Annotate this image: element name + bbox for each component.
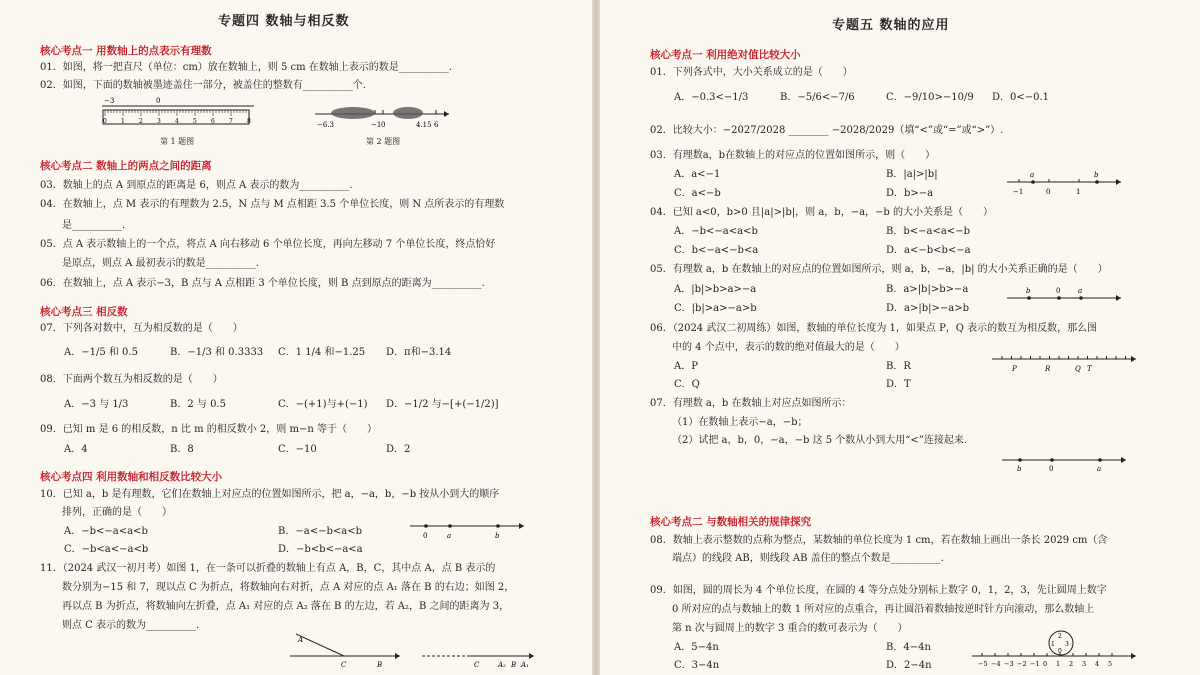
left-q08-opt-c: C．−(+1)与+(−1) <box>278 399 368 410</box>
left-q01: 01．如图，将一把直尺（单位：cm）放在数轴上，则 5 cm 在数轴上表示的数是__________. <box>40 62 452 73</box>
ruler-tick-label: 2 <box>139 118 143 125</box>
q06-axis-P: P <box>1012 365 1017 373</box>
right-q05-opt-a: A．|b|>b>a>−a <box>674 284 757 295</box>
left-q07-opt-d: D．π和−3.14 <box>386 347 452 358</box>
right-q01-opt-d: D．0<−0.1 <box>992 92 1050 103</box>
q05-number-line <box>1005 284 1125 306</box>
right-q06-opt-d: D．T <box>886 379 911 390</box>
q10-axis-0: 0 <box>423 532 428 540</box>
ruler-tick-label: 0 <box>103 118 107 125</box>
ink-number-line <box>313 104 453 132</box>
left-q08: 08．下面两个数互为相反数的是（ ） <box>40 374 223 385</box>
right-q02: 02．比较大小：−2027/2028 ________ −2028/2029（填“<”或“=”或“>”）. <box>650 125 1004 136</box>
q11-figure-1 <box>286 630 404 670</box>
q09-axis-label: −2 <box>1017 660 1027 668</box>
q09-axis-label: −1 <box>1030 660 1040 668</box>
q09-figure <box>970 628 1140 672</box>
q06-axis-Q: Q <box>1075 365 1081 373</box>
right-q05: 05．有理数 a，b 在数轴上的对应点的位置如图所示，则 a，b，−a，|b| 的大小关系正确的是（ ） <box>650 264 1108 275</box>
q07-number-line <box>1000 450 1130 474</box>
left-q07-opt-b: B．−1/3 和 0.3333 <box>170 347 264 358</box>
left-q03: 03．数轴上的点 A 到原点的距离是 6，则点 A 表示的数为__________. <box>40 180 353 191</box>
q11-fig1-A: A <box>298 636 304 644</box>
q03-axis-0: 0 <box>1046 188 1051 196</box>
ruler-tick-label: 4 <box>175 118 179 125</box>
left-q06: 06．在数轴上，点 A 表示−3，B 点与 A 点相距 3 个单位长度，则 B 点到原点的距离为__________. <box>40 278 485 289</box>
q03-number-line <box>1005 170 1125 198</box>
left-q02: 02．如图，下面的数轴被墨迹盖住一部分，被盖住的整数有__________个. <box>40 80 366 91</box>
q11-fig2-A2: A₂ <box>498 661 506 669</box>
right-q03-opt-b: B．|a|>|b| <box>886 169 938 180</box>
left-section-4: 核心考点四 利用数轴和相反数比较大小 <box>40 471 223 483</box>
left-page <box>0 0 592 675</box>
left-q05a: 05．点 A 表示数轴上的一个点，将点 A 向右移动 6 个单位长度，再向左移动 7 个单位长度，终点恰好 <box>40 239 496 250</box>
right-page <box>600 0 1200 675</box>
left-q07-opt-c: C．1 1/4 和−1.25 <box>278 347 366 358</box>
right-q06-opt-b: B．R <box>886 361 911 372</box>
left-q09: 09．已知 m 是 6 的相反数，n 比 m 的相反数小 2，则 m−n 等于（ ） <box>40 424 377 435</box>
right-q07: 07．有理数 a，b 在数轴上对应点如图所示： <box>650 398 852 409</box>
ruler-tick-label: 6 <box>211 118 215 125</box>
right-title: 专题五 数轴的应用 <box>832 18 950 33</box>
fig2-label-3: 0 <box>381 121 386 129</box>
left-q11a: 11．（2024 武汉一初月考）如图 1，在一条可以折叠的数轴上有点 A，B，C，其中点 A，点 B 表示的 <box>40 563 496 574</box>
ruler-tick-label: 8 <box>247 118 251 125</box>
q09-axis-label: −3 <box>1004 660 1014 668</box>
q11-fig2-A1: A₁ <box>521 661 529 669</box>
right-q01-opt-a: A．−0.3<−1/3 <box>674 92 749 103</box>
left-q09-opt-a: A．4 <box>64 444 88 455</box>
left-q11d: 则点 C 表示的数为__________. <box>62 620 200 631</box>
q09-circle-3: 3 <box>1065 641 1069 648</box>
right-q09-opt-c: C．3−4n <box>674 660 720 671</box>
right-q06a: 06．（2024 武汉二初周练）如图，数轴的单位长度为 1，如果点 P，Q 表示的数互为相反数，那么图 <box>650 323 1098 334</box>
left-q10b: 排列，正确的是（ ） <box>62 507 172 518</box>
right-q03: 03．有理数a，b在数轴上的对应点的位置如图所示，则（ ） <box>650 150 936 161</box>
left-q08-opt-b: B．2 与 0.5 <box>170 399 226 410</box>
left-q05b: 是原点，则点 A 最初表示的数是__________. <box>62 258 259 269</box>
q11-fig2-C: C <box>474 661 480 669</box>
right-section-2: 核心考点二 与数轴相关的规律探究 <box>650 516 812 528</box>
q07-axis-b: b <box>1017 465 1022 473</box>
fig2-label-1: −6.3 <box>317 121 334 129</box>
left-q08-opt-a: A．−3 与 1/3 <box>64 399 129 410</box>
left-q10-opt-d: D．−b<b<−a<a <box>278 544 363 555</box>
right-q04: 04．已知 a<0，b>0 且|a|>|b|，则 a，b，−a，−b 的大小关系是（ ） <box>650 207 993 218</box>
q07-axis-a: a <box>1097 465 1102 473</box>
right-q09-opt-d: D．2−4n <box>886 660 932 671</box>
right-q01-opt-c: C．−9/10>−10/9 <box>886 92 974 103</box>
left-section-2: 核心考点二 数轴上的两点之间的距离 <box>40 160 212 172</box>
fig2-caption: 第 2 题图 <box>366 137 401 146</box>
right-q03-opt-c: C．a<−b <box>674 188 721 199</box>
right-q01-opt-b: B．−5/6<−7/6 <box>780 92 855 103</box>
fig1-label-neg3: −3 <box>104 97 115 105</box>
left-q11b: 数分别为−15 和 7，现以点 C 为折点，将数轴向右对折，点 A 对应的点 A₁ 落在 B 的右边；如图 2， <box>62 582 515 593</box>
right-q06b: 中的 4 个点中，表示的数的绝对值最大的是（ ） <box>672 342 905 353</box>
book-gutter <box>592 0 600 675</box>
right-q05-opt-b: B．a>|b|>b>−a <box>886 284 969 295</box>
left-q09-opt-c: C．−10 <box>278 444 317 455</box>
left-q10-opt-c: C．−b<a<−a<b <box>64 544 149 555</box>
left-title: 专题四 数轴与相反数 <box>218 14 350 29</box>
left-q07-opt-a: A．−1/5 和 0.5 <box>64 347 138 358</box>
right-q04-opt-a: A．−b<−a<a<b <box>674 226 758 237</box>
right-q07-sub1: （1）在数轴上表示−a，−b； <box>672 417 808 428</box>
q06-number-line <box>990 350 1140 374</box>
q11-fig1-C: C <box>341 661 347 669</box>
left-q10-opt-b: B．−a<−b<a<b <box>278 526 362 537</box>
left-q10-opt-a: A．−b<−a<a<b <box>64 526 148 537</box>
q05-axis-a: a <box>1078 287 1083 295</box>
left-q08-opt-d: D．−1/2 与−[+(−1/2)] <box>386 399 499 410</box>
right-q03-opt-a: A．a<−1 <box>674 169 721 180</box>
fig2-label-2: −1 <box>371 121 382 129</box>
q09-circle-1: 1 <box>1051 641 1055 648</box>
q05-axis-b: b <box>1026 287 1031 295</box>
left-q07: 07．下列各对数中，互为相反数的是（ ） <box>40 323 243 334</box>
fig1-label-0: 0 <box>156 97 161 105</box>
right-q08b: 端点）的线段 AB，则线段 AB 盖住的整点个数是__________. <box>672 553 944 564</box>
right-q04-opt-d: D．a<−b<b<−a <box>886 245 971 256</box>
ruler-tick-label: 7 <box>229 118 233 125</box>
q11-fig1-B: B <box>377 661 383 669</box>
left-section-1: 核心考点一 用数轴上的点表示有理数 <box>40 45 212 57</box>
left-q10a: 10．已知 a，b 是有理数，它们在数轴上对应点的位置如图所示，把 a，−a，b，−b 按从小到大的顺序 <box>40 489 500 500</box>
left-q09-opt-d: D．2 <box>386 444 411 455</box>
right-q05-opt-c: C．|b|>a>−a>b <box>674 303 757 314</box>
right-q09-opt-b: B．4−4n <box>886 642 931 653</box>
right-q06-opt-a: A．P <box>674 361 698 372</box>
left-section-3: 核心考点三 相反数 <box>40 306 128 318</box>
q09-axis-label: −4 <box>991 660 1001 668</box>
fig1-caption: 第 1 题图 <box>160 137 195 146</box>
q03-axis-b: b <box>1094 171 1099 179</box>
ruler-tick-label: 3 <box>157 118 161 125</box>
ruler-figure <box>98 94 258 134</box>
q03-axis-a: a <box>1030 171 1035 179</box>
q09-axis-label: 1 <box>1056 660 1061 668</box>
q11-figure-2 <box>418 630 538 670</box>
left-q04a: 04．在数轴上，点 M 表示的有理数为 2.5，N 点与 M 点相距 3.5 个单位长度，则 N 点所表示的有理数 <box>40 199 505 210</box>
q05-axis-0: 0 <box>1056 287 1061 295</box>
q10-number-line <box>408 518 528 542</box>
right-q01: 01．下列各式中，大小关系成立的是（ ） <box>650 67 853 78</box>
q10-axis-a: a <box>447 532 452 540</box>
right-q09-opt-a: A．5−4n <box>674 642 719 653</box>
left-q11c: 再以点 B 为折点，将数轴向左折叠，点 A₁ 对应的点 A₂ 落在 B 的左边，若 A₂，B 之间的距离为 3， <box>62 601 510 612</box>
ruler-tick-label: 5 <box>193 118 197 125</box>
right-q04-opt-b: B．b<−a<a<−b <box>886 226 970 237</box>
right-q06-opt-c: C．Q <box>674 379 700 390</box>
ruler-tick-label: 1 <box>121 118 125 125</box>
q09-axis-label: 5 <box>1108 660 1113 668</box>
q03-axis-1: 1 <box>1076 188 1081 196</box>
right-q05-opt-d: D．a>|b|>−a>b <box>886 303 969 314</box>
right-q03-opt-d: D．b>−a <box>886 188 934 199</box>
fig2-label-5: 6 <box>434 121 439 129</box>
q09-axis-label: −5 <box>978 660 988 668</box>
fig2-label-4: 4.15 <box>416 121 432 129</box>
right-section-1: 核心考点一 利用绝对值比较大小 <box>650 49 801 61</box>
q09-axis-label: 3 <box>1082 660 1087 668</box>
q09-circle-2: 2 <box>1058 633 1062 640</box>
left-q09-opt-b: B．8 <box>170 444 194 455</box>
q09-axis-label: 2 <box>1069 660 1074 668</box>
q09-axis-label: 0 <box>1043 660 1048 668</box>
q09-axis-label: 4 <box>1095 660 1100 668</box>
right-q09a: 09．如图，圆的周长为 4 个单位长度，在圆的 4 等分点处分别标上数字 0，1，2，3，先让圆周上数字 <box>650 585 1107 596</box>
q06-axis-T: T <box>1087 365 1092 373</box>
q10-axis-b: b <box>495 532 500 540</box>
right-q09c: 第 n 次与圆周上的数字 3 重合的数可表示为（ ） <box>672 623 908 634</box>
q03-axis-neg1: −1 <box>1013 188 1024 196</box>
left-q04b: 是__________. <box>62 220 126 231</box>
right-q07-sub2: （2）试把 a，b，0，−a，−b 这 5 个数从小到大用“<”连接起来. <box>672 435 968 446</box>
q11-fig2-B: B <box>511 661 517 669</box>
right-q04-opt-c: C．b<−a<−b<a <box>674 245 759 256</box>
q07-axis-0: 0 <box>1049 465 1054 473</box>
q09-circle-0: 0 <box>1058 648 1062 655</box>
right-q08a: 08．数轴上表示整数的点称为整点，某数轴的单位长度为 1 cm，若在数轴上画出一条长 2029 cm（含 <box>650 535 1108 546</box>
right-q09b: 0 所对应的点与数轴上的数 1 所对应的点重合，再让圆沿着数轴按逆时针方向滚动，那么数轴上 <box>672 604 1095 615</box>
q06-axis-R: R <box>1045 365 1051 373</box>
